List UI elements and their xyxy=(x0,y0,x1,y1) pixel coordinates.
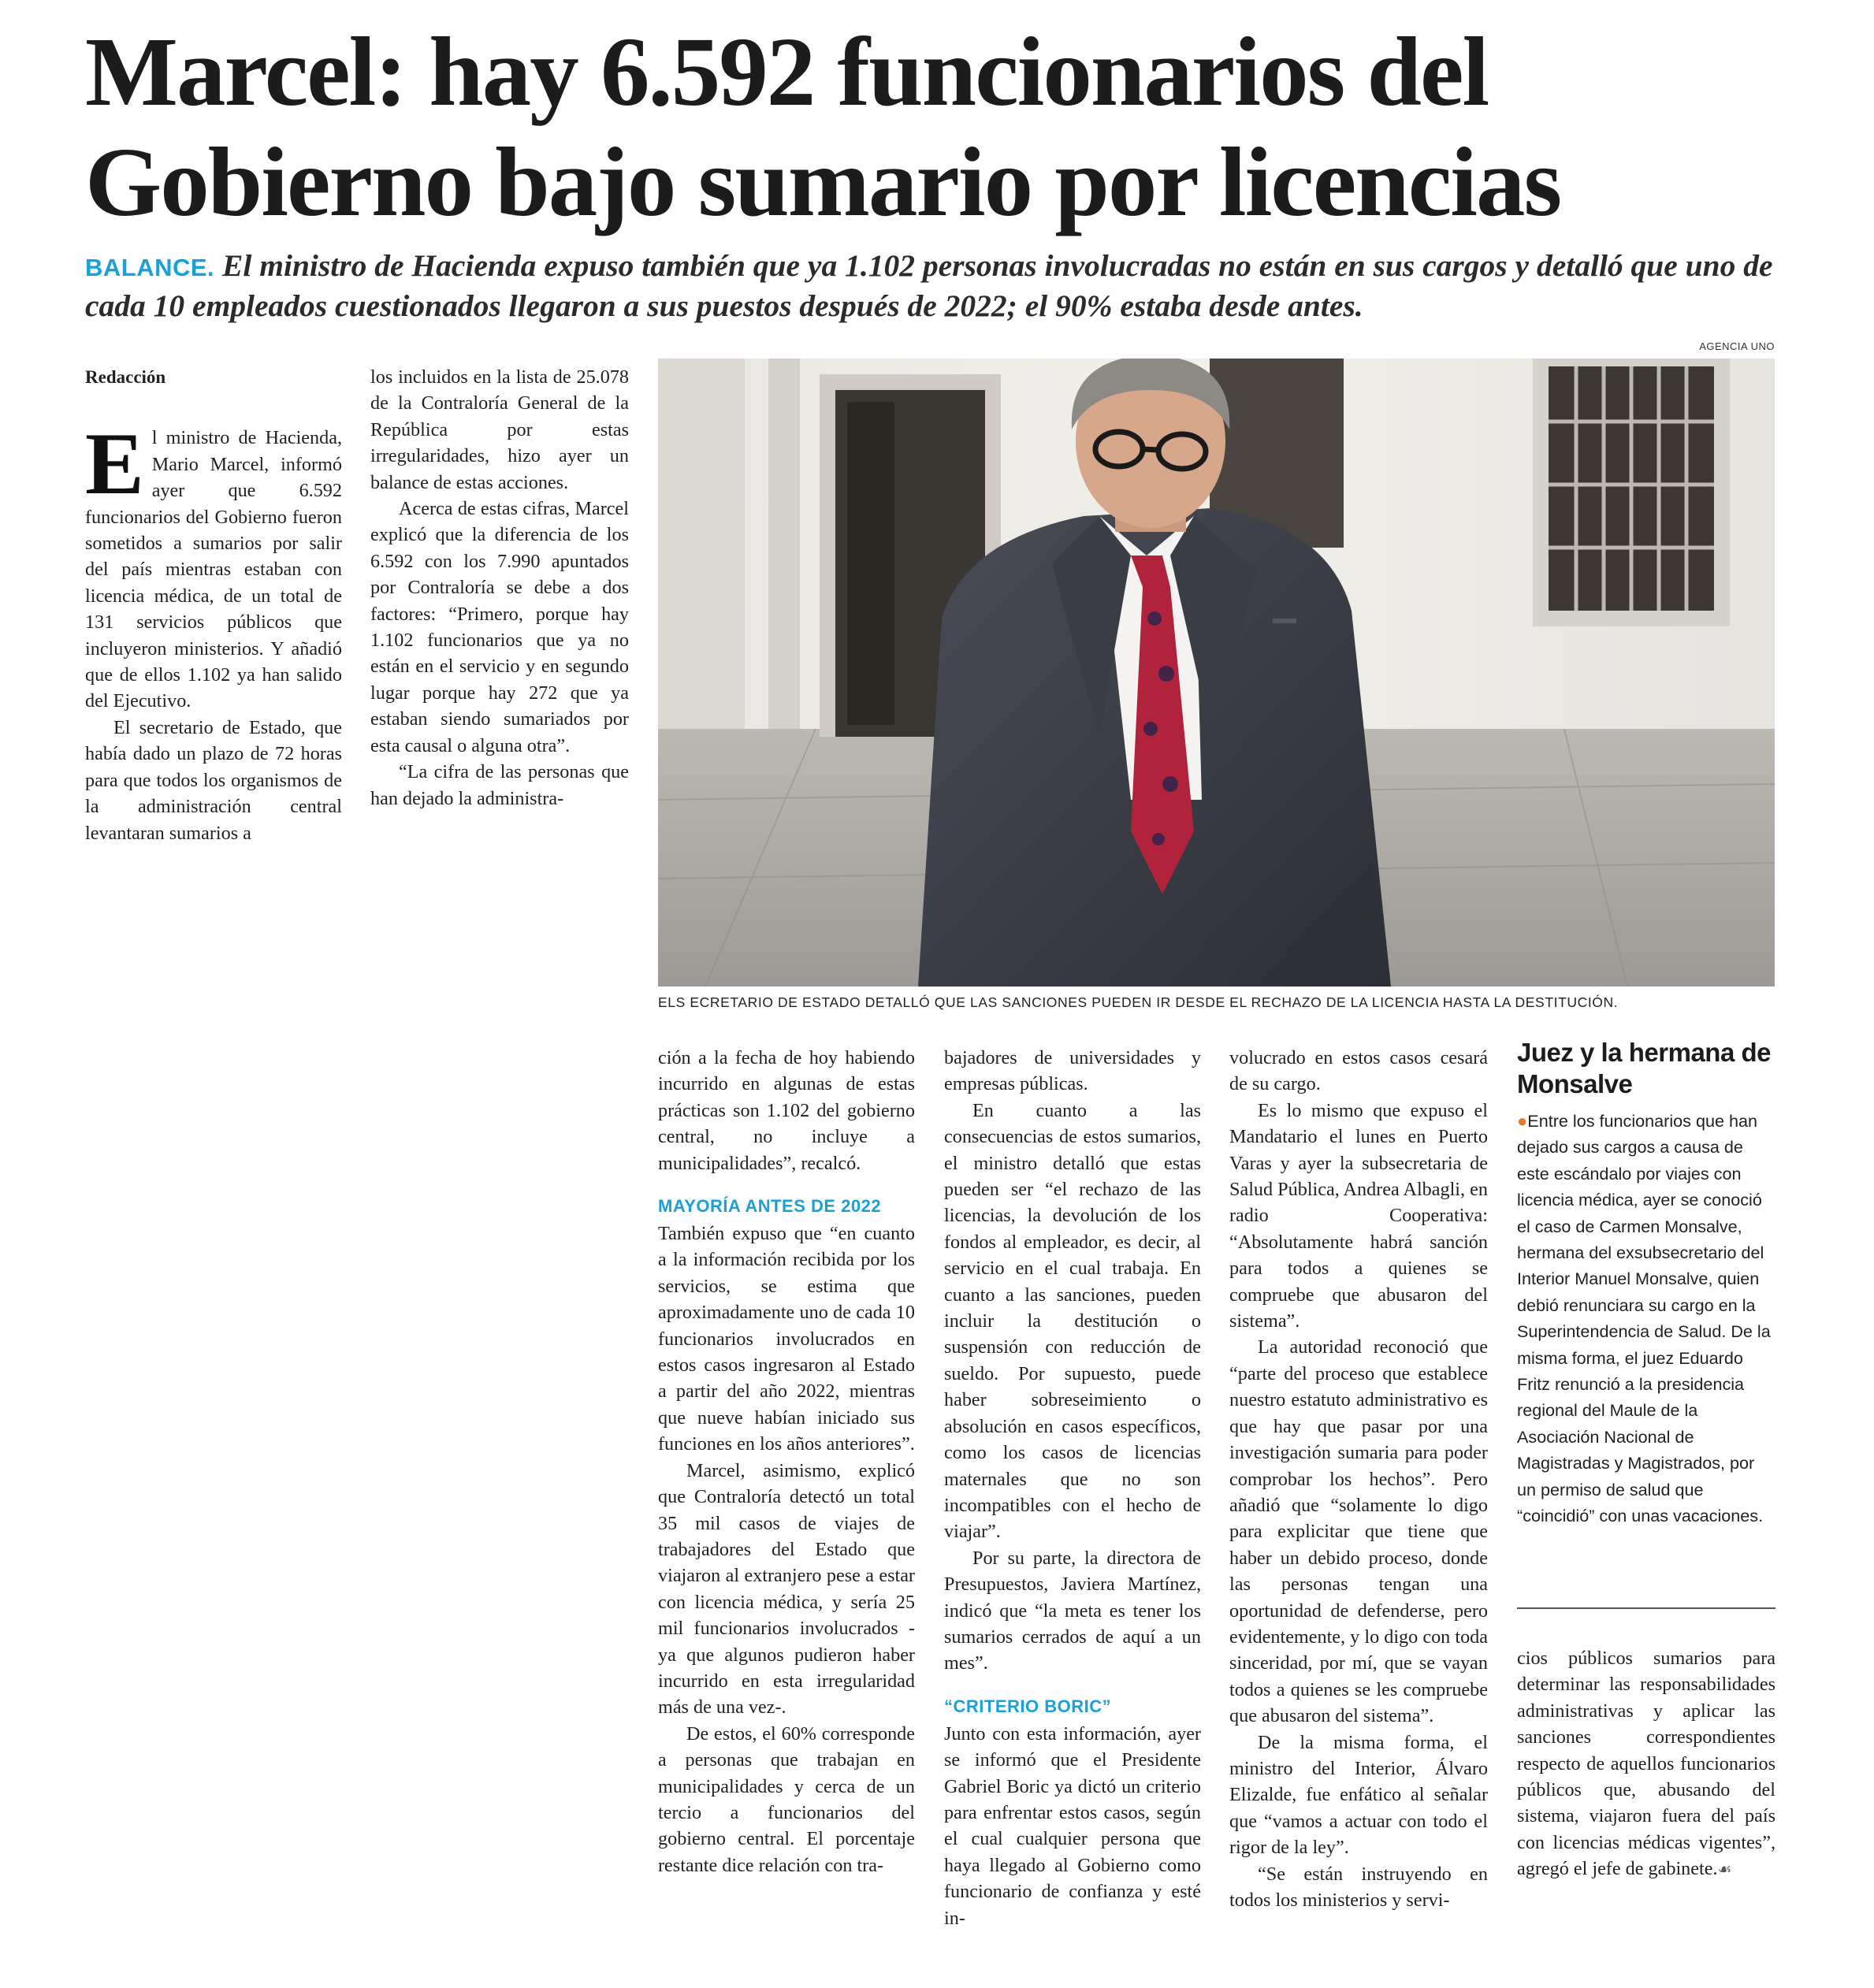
paragraph: bajadores de universidades y empresas públicas. xyxy=(944,1047,1201,1095)
lead-paragraph xyxy=(85,415,342,714)
subhead xyxy=(85,247,1787,325)
lead-text: l ministro de Hacienda, Mario Marcel, informó ayer que 6.592 funcionarios del Gobierno fueron sometidos a sumarios por salir del país mientras estaban con licencia médica, de un total de 131 servicios públicos que incluyeron ministerios. Y añadió que de ellos 1.102 ya han salido del Ejecutivo. xyxy=(85,427,342,712)
paragraph: “Se están instruyendo en todos los ministerios y servi- xyxy=(1229,1863,1488,1911)
sidebar-box xyxy=(1517,1037,1775,1529)
paragraph: volucrado en estos casos cesará de su cargo. xyxy=(1229,1047,1488,1095)
section-heading: MAYORÍA ANTES DE 2022 xyxy=(658,1196,882,1217)
paragraph: Es lo mismo que expuso el Mandatario el lunes en Puerto Varas y ayer la subsecretaria de Salud Pública, Andrea Albagli, en radio Cooperativa: “Absolutamente habrá sanción para todos a quienes se compruebe que abusaron del sistema”. xyxy=(1229,1099,1488,1332)
column-5 xyxy=(1229,1045,1488,1913)
paragraph: “La cifra de las personas que han dejado la administra- xyxy=(370,761,629,809)
column-3 xyxy=(658,1045,915,1878)
photo-credit: AGENCIA UNO xyxy=(1699,340,1775,352)
paragraph: los incluidos en la lista de 25.078 de la Contraloría General de la República por estas irregularidades, hizo ayer un balance de estas acciones. xyxy=(370,366,629,493)
paragraph: Acerca de estas cifras, Marcel explicó que la diferencia de los 6.592 con los 7.990 apuntados por Contraloría se debe a dos factores: “Primero, porque hay 1.102 funcionarios que ya no están en el servicio y en segundo lugar porque hay 272 que ya estaban siendo sumariados por esta causal o alguna otra”. xyxy=(370,498,629,756)
dropcap: E xyxy=(85,415,144,514)
sidebar-title: Juez y la hermana de Monsalve xyxy=(1517,1038,1771,1098)
paragraph: Por su parte, la directora de Presupuestos, Javiera Martínez, indicó que “la meta es tener los sumarios cerrados de aquí a un mes”. xyxy=(944,1547,1201,1674)
paragraph: De la misma forma, el ministro del Interior, Álvaro Elizalde, fue enfático al señalar que “vamos a actuar con todo el rigor de la ley”. xyxy=(1229,1731,1488,1859)
end-mark-icon: ☙ xyxy=(1717,1860,1732,1879)
section-heading: “CRITERIO BORIC” xyxy=(944,1696,1112,1716)
subhead-text: El ministro de Hacienda expuso también que ya 1.102 personas involucradas no están en sus cargos y detalló que uno de cada 10 empleados cuestionados llegaron a sus puestos después de 2022; el 90% estaba desde antes. xyxy=(85,248,1773,323)
paragraph: En cuanto a las consecuencias de estos sumarios, el ministro detalló que estas pueden ser “el rechazo de las licencias, la devolución de los fondos al empleador, es decir, al servicio en el cual trabaja. En cuanto a las sanciones, pueden incluir la destitución o suspensión con reducción de sueldo. Por supuesto, puede haber sobreseimiento o absolución en casos específicos, como los casos de licencias maternales que no son incompatibles con el hecho de viajar”. xyxy=(944,1099,1201,1543)
paragraph: Marcel, asimismo, explicó que Contraloría detectó un total 35 mil casos de viajes de trabajadores del Estado que viajaron al extranjero pese a estar con licencia médica, y sería 25 mil funcionarios involucrados -ya que algunos pudieron haber incurrido en esta irregularidad más de una vez-. xyxy=(658,1459,915,1719)
column-2 xyxy=(370,364,629,812)
paragraph xyxy=(1517,1645,1775,1883)
paragraph: El secretario de Estado, que había dado un plazo de 72 horas para que todos los organismos de la administración central levantaran sumarios a xyxy=(85,716,342,844)
bullet-icon: ● xyxy=(1517,1111,1528,1131)
column-1 xyxy=(85,364,342,846)
sidebar-text: Entre los funcionarios que han dejado sus cargos a causa de este escándalo por viajes con licencia médica, ayer se conoció el caso de Carmen Monsalve, hermana del exsubsecretario del Interior Manuel Monsalve, quien debió renunciara su cargo en la Superintendencia de Salud. De la misma forma, el juez Eduardo Fritz renunció a la presidencia regional del Maule de la Asociación Nacional de Magistradas y Magistrados, por un permiso de salud que “coincidió” con unas vacaciones. xyxy=(1517,1111,1771,1526)
column-4 xyxy=(944,1045,1201,1931)
paragraph: La autoridad reconoció que “parte del proceso que establece nuestro estatuto administrativo es que hay que pasar por una investigación sumaria para poder comprobar los hechos”. Pero añadió que “solamente lo digo para explicitar que tiene que haber un debido proceso, donde las personas tengan una oportunidad de defenderse, pero evidentemente, y lo digo con toda sinceridad, por mí, que se vayan todos a quienes se les compruebe que abusaron del sistema”. xyxy=(1229,1336,1488,1727)
kicker: BALANCE. xyxy=(85,254,215,281)
paragraph: ción a la fecha de hoy habiendo incurrido en algunas de estas prácticas son 1.102 del gobierno central, no incluye a municipalidades”, recalcó. xyxy=(658,1047,915,1174)
photo-illustration xyxy=(658,359,1775,987)
closing-text: cios públicos sumarios para determinar las responsabilidades administrativas y aplicar las sanciones correspondientes respecto de aquellos funcionarios públicos que, abusando del sistema, viajaron fuera del país con licencias médicas vigentes”, agregó el jefe de gabinete. xyxy=(1517,1648,1775,1880)
paragraph: También expuso que “en cuanto a la información recibida por los servicios, se estima que aproximadamente uno de cada 10 funcionarios involucrados en estos casos ingresaron al Estado a partir del año 2022, mientras que nueve habían iniciado sus funciones en los años anteriores”. xyxy=(658,1223,915,1455)
photo-caption: ELS ECRETARIO DE ESTADO DETALLÓ QUE LAS SANCIONES PUEDEN IR DESDE EL RECHAZO DE LA LICENCIA HASTA LA DESTITUCIÓN. xyxy=(658,994,1619,1010)
column-6 xyxy=(1517,1645,1775,1883)
article-photo xyxy=(658,359,1775,987)
sidebar-body xyxy=(1517,1108,1775,1529)
byline: Redacción xyxy=(85,367,166,387)
paragraph: De estos, el 60% corresponde a personas que trabajan en municipalidades y cerca de un tercio a funcionarios del gobierno central. El porcentaje restante dice relación con tra- xyxy=(658,1722,915,1876)
headline: Marcel: hay 6.592 funcionarios del Gobierno bajo sumario por licencias xyxy=(85,18,1561,237)
sidebar-divider xyxy=(1517,1607,1775,1609)
paragraph: Junto con esta información, ayer se informó que el Presidente Gabriel Boric ya dictó un criterio para enfrentar estos casos, según el cual cualquier persona que haya llegado al Gobierno como funcionario de confianza y esté in- xyxy=(944,1722,1201,1929)
